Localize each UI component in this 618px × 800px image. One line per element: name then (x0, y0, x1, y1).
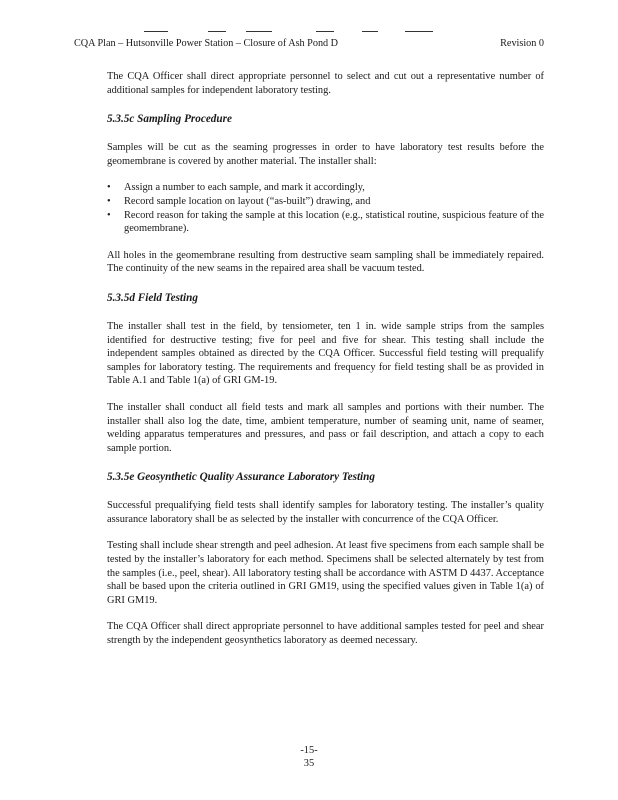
paragraph-field-test-logging: The installer shall conduct all field tests and mark all samples and portions with their number. The installer shall also log the date, time, ambient temperature, number of seaming unit, name of seamer, welding apparatus temperatures and pressures, and pass or fail description, and attach a copy to each sample portion. (107, 401, 544, 454)
page-number: -15- (300, 745, 318, 756)
header-revision: Revision 0 (500, 38, 544, 49)
list-item (107, 209, 544, 236)
paragraph-hole-repair: All holes in the geomembrane resulting from destructive seam sampling shall be immediately repaired. The continuity of the new seams in the repaired area shall be vacuum tested. (107, 249, 544, 275)
running-header (74, 38, 544, 50)
bullet-icon: • (107, 209, 111, 221)
document-body (107, 70, 544, 648)
bullet-icon: • (107, 182, 111, 194)
list-item (107, 195, 544, 209)
list-item-text: Record reason for taking the sample at this location (e.g., statistical routine, suspicious feature of the geomembrane). (124, 209, 544, 235)
document-number: 35 (303, 758, 315, 769)
header-title: CQA Plan – Hutsonville Power Station – Closure of Ash Pond D (74, 38, 339, 49)
bullet-icon: • (107, 195, 111, 207)
paragraph-lab-selection: Successful prequalifying field tests shall identify samples for laboratory testing. The installer’s quality assurance laboratory shall be as selected by the installer with concurrence of the CQA Officer. (107, 500, 544, 525)
list-item-text: Record sample location on layout (“as-built”) drawing, and (124, 195, 371, 207)
paragraph-lab-testing-requirements: Testing shall include shear strength and peel adhesion. At least five specimens from each sample shall be tested by the installer’s laboratory for each method. Specimens shall be selected alternately by test from the samples (i.e., peel, shear). All laboratory testing shall be accordance with ASTM D 4437. Acceptance shall be based upon the criteria outlined in GRI GM19, using the specified values given in Table 1(a) of GRI GM19. (107, 540, 544, 606)
list-item-text: Assign a number to each sample, and mark it accordingly, (124, 182, 365, 194)
section-heading-sampling-procedure: 5.3.5c Sampling Procedure (107, 113, 232, 126)
section-heading-lab-testing: 5.3.5e Geosynthetic Quality Assurance Laboratory Testing (107, 471, 375, 484)
list-item (107, 181, 544, 195)
paragraph-sampling-intro: Samples will be cut as the seaming progresses in order to have laboratory test results before the geomembrane is covered by another material. The installer shall: (107, 142, 544, 167)
sampling-steps-list (107, 181, 544, 235)
header-rule-marks (0, 31, 618, 33)
paragraph-field-testing: The installer shall test in the field, by tensiometer, ten 1 in. wide sample strips from the samples identified for destructive testing; five for peel and five for shear. This testing shall include the independent samples obtained as directed by the CQA Officer. Successful field testing will prequalify samples for laboratory testing. The requirements and frequency for field testing shall be as provided in Table A.1 and Table 1(a) of GRI GM-19. (107, 320, 544, 387)
paragraph-additional-samples: The CQA Officer shall direct appropriate personnel to select and cut out a representative number of additional samples for independent laboratory testing. (107, 71, 544, 96)
paragraph-independent-lab: The CQA Officer shall direct appropriate personnel to have additional samples tested for peel and shear strength by the independent geosynthetics laboratory as deemed necessary. (107, 621, 544, 647)
section-heading-field-testing: 5.3.5d Field Testing (107, 291, 198, 304)
